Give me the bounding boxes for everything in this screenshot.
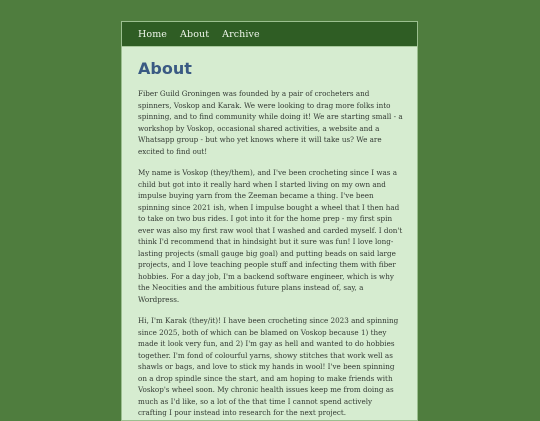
voskop-paragraph: My name is Voskop (they/them), and I've been crocheting since I was a child but got into it really hard when I started living on my own and impulse buying yarn from the Zeeman became a thing. I've been spinning since 2021 ish, when I impulse bought a wheel that I then had to take on two bus rides. I got into it for the home prep - my first spin ever was also my first raw wool that I washed and carded myself. I don't think I'd recommend that in hindsight but it sure was fun! I love long-lasting projects (small gauge big goal) and putting beads on said large projects, and I love teaching people stuff and infecting them with fiber hobbies. For a day job, I'm a backend software engineer, which is why the Neocities and the ambitious future plans instead of, say, a Wordpress. xyxy=(138,168,403,304)
nav-link-about[interactable]: About xyxy=(180,28,210,40)
main-content xyxy=(122,47,417,421)
top-nav xyxy=(122,22,417,47)
nav-link-home[interactable]: Home xyxy=(138,28,168,40)
intro-paragraph: Fiber Guild Groningen was founded by a pair of crocheters and spinners, Voskop and Karak. We were looking to drag more folks into spinning, and to find community while doing it! We are starting small - a workshop by Voskop, occasional shared activities, a website and a Whatsapp group - but who yet knows where it will take us? We are excited to find out! xyxy=(138,89,403,156)
karak-paragraph: Hi, I'm Karak (they/it)! I have been crocheting since 2023 and spinning since 2025, both of which can be blamed on Voskop because 1) they made it look very fun, and 2) I'm gay as hell and wanted to do hobbies together. I'm fond of colourful yarns, showy stitches that work well as shawls or bags, and love to stick my hands in wool! I've been spinning on a drop spindle since the start, and am hoping to make friends with Voskop's wheel soon. My chronic health issues keep me from doing as much as I'd like, so a lot of the that time I cannot spend actively crafting I pour instead into research for the next project. xyxy=(138,316,399,417)
page-card xyxy=(121,21,418,421)
nav-link-archive[interactable]: Archive xyxy=(222,28,260,40)
page-title: About xyxy=(138,59,192,78)
